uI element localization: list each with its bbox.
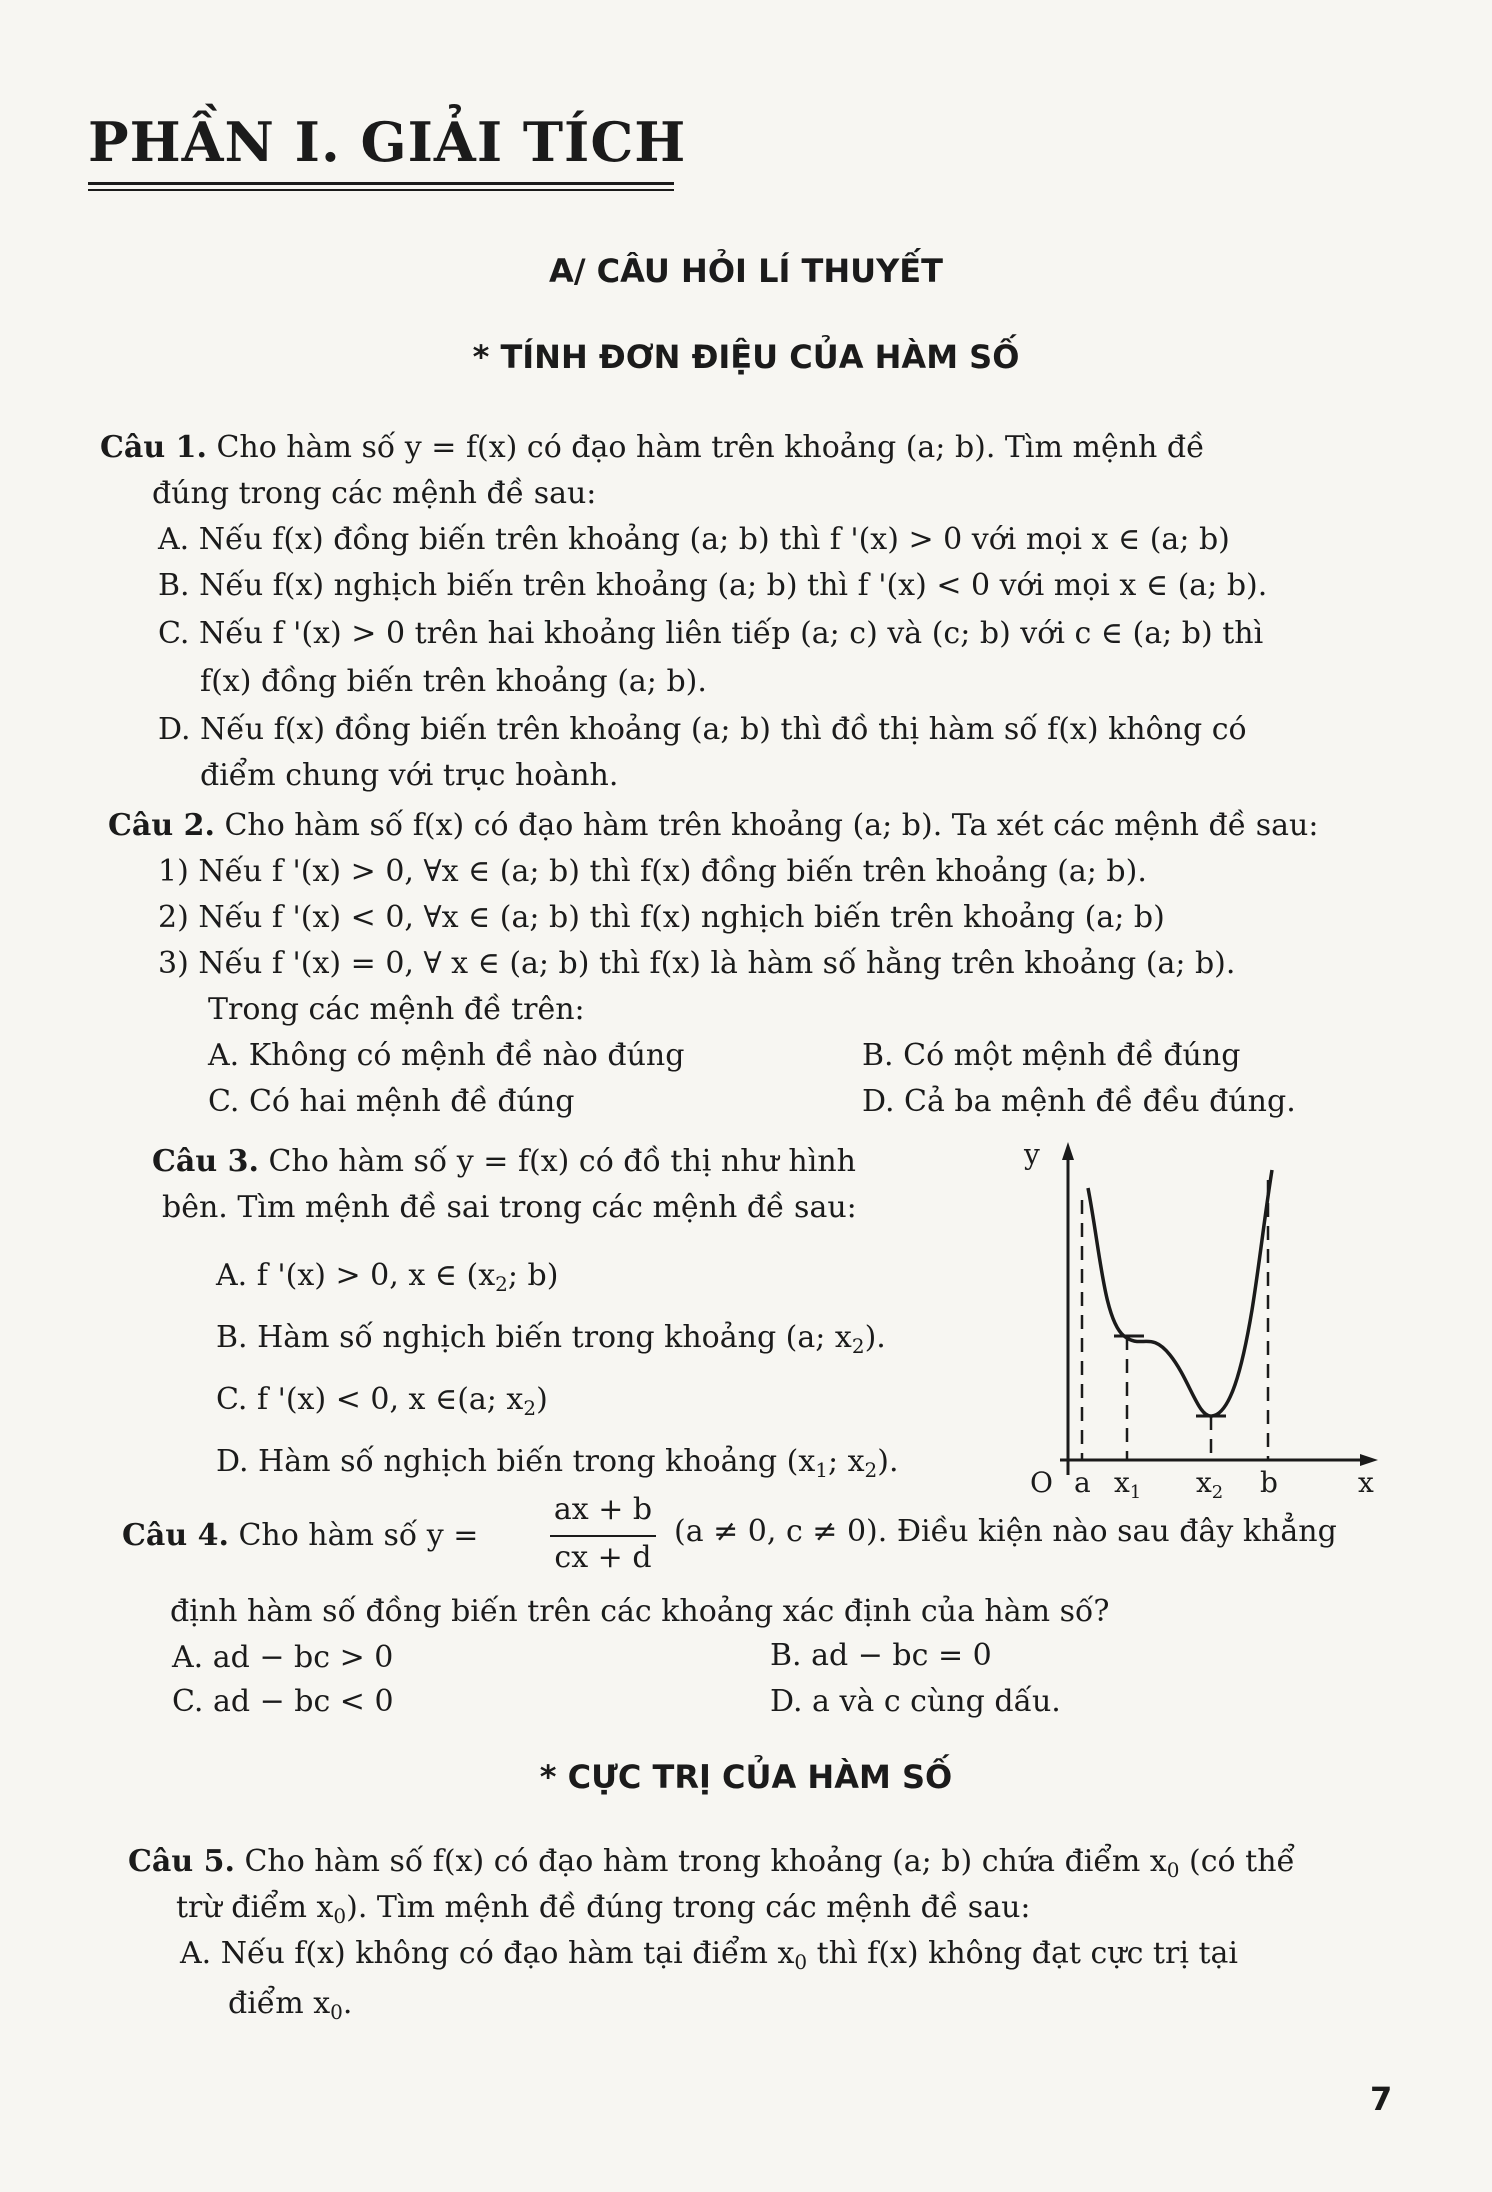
question-4-option-b: B. ad − bc = 0 bbox=[770, 1638, 992, 1673]
graph-x1-label: $x_1$ bbox=[1114, 1466, 1142, 1503]
question-5-option-a: A. Nếu f(x) không có đạo hàm tại điểm $x_0$ thì f(x) không đạt cực trị tại bbox=[180, 1936, 1238, 1974]
section-heading: A/ CÂU HỎI LÍ THUYẾT bbox=[549, 252, 943, 290]
question-2-statement-1: 1) Nếu f '(x) > 0, ∀x ∈ (a; b) thì f(x) đồng biến trên khoảng (a; b). bbox=[158, 854, 1147, 889]
question-1-option-c-cont: f(x) đồng biến trên khoảng (a; b). bbox=[200, 664, 707, 699]
function-curve bbox=[1088, 1170, 1272, 1416]
question-2-option-c: C. Có hai mệnh đề đúng bbox=[208, 1084, 575, 1119]
question-5-stem: Câu 5. Cho hàm số f(x) có đạo hàm trong khoảng (a; b) chứa điểm $x_0$ (có thể bbox=[128, 1844, 1295, 1882]
question-2-stem: Câu 2. Cho hàm số f(x) có đạo hàm trên khoảng (a; b). Ta xét các mệnh đề sau: bbox=[108, 808, 1319, 843]
question-2-statement-3: 3) Nếu f '(x) = 0, ∀ x ∈ (a; b) thì f(x) là hàm số hằng trên khoảng (a; b). bbox=[158, 946, 1236, 981]
fraction-bar bbox=[550, 1535, 656, 1537]
topic-heading-monotonicity: * TÍNH ĐƠN ĐIỆU CỦA HÀM SỐ bbox=[472, 338, 1020, 376]
question-3-stem-cont: bên. Tìm mệnh đề sai trong các mệnh đề sau: bbox=[162, 1190, 857, 1225]
graph-a-label: a bbox=[1074, 1466, 1091, 1499]
question-2-statement-2: 2) Nếu f '(x) < 0, ∀x ∈ (a; b) thì f(x) nghịch biến trên khoảng (a; b) bbox=[158, 900, 1165, 935]
question-5-option-a-cont: điểm $x_0$. bbox=[228, 1986, 353, 2024]
question-1-option-a: A. Nếu f(x) đồng biến trên khoảng (a; b) thì f '(x) > 0 với mọi x ∈ (a; b) bbox=[158, 522, 1230, 557]
question-5-stem-cont: trừ điểm $x_0$). Tìm mệnh đề đúng trong các mệnh đề sau: bbox=[176, 1890, 1031, 1928]
fraction-numerator: ax + b bbox=[553, 1492, 653, 1527]
question-1-option-c: C. Nếu f '(x) > 0 trên hai khoảng liên tiếp (a; c) và (c; b) với c ∈ (a; b) thì bbox=[158, 616, 1264, 651]
question-4-option-a: A. ad − bc > 0 bbox=[172, 1640, 394, 1675]
question-4-option-c: C. ad − bc < 0 bbox=[172, 1684, 394, 1719]
question-1-stem-cont: đúng trong các mệnh đề sau: bbox=[152, 476, 597, 511]
question-4-stem-post: (a ≠ 0, c ≠ 0). Điều kiện nào sau đây khẳng bbox=[674, 1514, 1337, 1549]
question-1-option-d-cont: điểm chung với trục hoành. bbox=[200, 758, 619, 793]
question-1-stem: Câu 1. Cho hàm số y = f(x) có đạo hàm trên khoảng (a; b). Tìm mệnh đề bbox=[100, 430, 1205, 465]
question-3-option-c: C. f '(x) < 0, x ∈(a; $x_2$) bbox=[216, 1382, 548, 1420]
question-4-label: Câu 4. bbox=[122, 1518, 229, 1553]
question-2-option-a: A. Không có mệnh đề nào đúng bbox=[208, 1038, 685, 1073]
graph-b-label: b bbox=[1260, 1466, 1278, 1499]
question-4-fraction bbox=[550, 1492, 656, 1582]
graph-y-label: y bbox=[1024, 1140, 1040, 1171]
topic-heading-extrema: * CỰC TRỊ CỦA HÀM SỐ bbox=[539, 1758, 953, 1796]
question-4-stem-pre: Câu 4. Cho hàm số y = bbox=[122, 1518, 479, 1553]
part-title: PHẦN I. GIẢI TÍCH bbox=[88, 110, 687, 174]
question-5-label: Câu 5. bbox=[128, 1844, 235, 1879]
question-2-option-b: B. Có một mệnh đề đúng bbox=[862, 1038, 1241, 1073]
question-2-intro: Trong các mệnh đề trên: bbox=[208, 992, 585, 1027]
question-1-option-b: B. Nếu f(x) nghịch biến trên khoảng (a; b) thì f '(x) < 0 với mọi x ∈ (a; b). bbox=[158, 568, 1268, 603]
question-3-option-b: B. Hàm số nghịch biến trong khoảng (a; $x_2$). bbox=[216, 1320, 886, 1358]
question-3-option-d: D. Hàm số nghịch biến trong khoảng ($x_1$; $x_2$). bbox=[216, 1444, 899, 1482]
page-number: 7 bbox=[1370, 2080, 1393, 2118]
question-4-stem-cont: định hàm số đồng biến trên các khoảng xác định của hàm số? bbox=[170, 1594, 1110, 1629]
question-1-label: Câu 1. bbox=[100, 430, 207, 465]
fraction-denominator: cx + d bbox=[554, 1540, 652, 1575]
graph-x-label: x bbox=[1358, 1466, 1374, 1499]
question-3-option-a: A. f '(x) > 0, x ∈ ($x_2$; b) bbox=[216, 1258, 559, 1296]
graph-x2-label: $x_2$ bbox=[1196, 1466, 1224, 1503]
question-4-option-d: D. a và c cùng dấu. bbox=[770, 1684, 1061, 1719]
graph-origin-label: O bbox=[1030, 1466, 1053, 1499]
question-1-option-d: D. Nếu f(x) đồng biến trên khoảng (a; b) thì đồ thị hàm số f(x) không có bbox=[158, 712, 1247, 747]
question-3-stem: Câu 3. Cho hàm số y = f(x) có đồ thị như hình bbox=[152, 1144, 856, 1179]
question-3-function-graph bbox=[1020, 1140, 1390, 1510]
title-underline bbox=[88, 182, 674, 192]
y-axis-arrow bbox=[1062, 1142, 1074, 1160]
question-2-option-d: D. Cả ba mệnh đề đều đúng. bbox=[862, 1084, 1296, 1119]
question-2-label: Câu 2. bbox=[108, 808, 215, 843]
x-axis-arrow bbox=[1360, 1454, 1378, 1466]
question-3-label: Câu 3. bbox=[152, 1144, 259, 1179]
